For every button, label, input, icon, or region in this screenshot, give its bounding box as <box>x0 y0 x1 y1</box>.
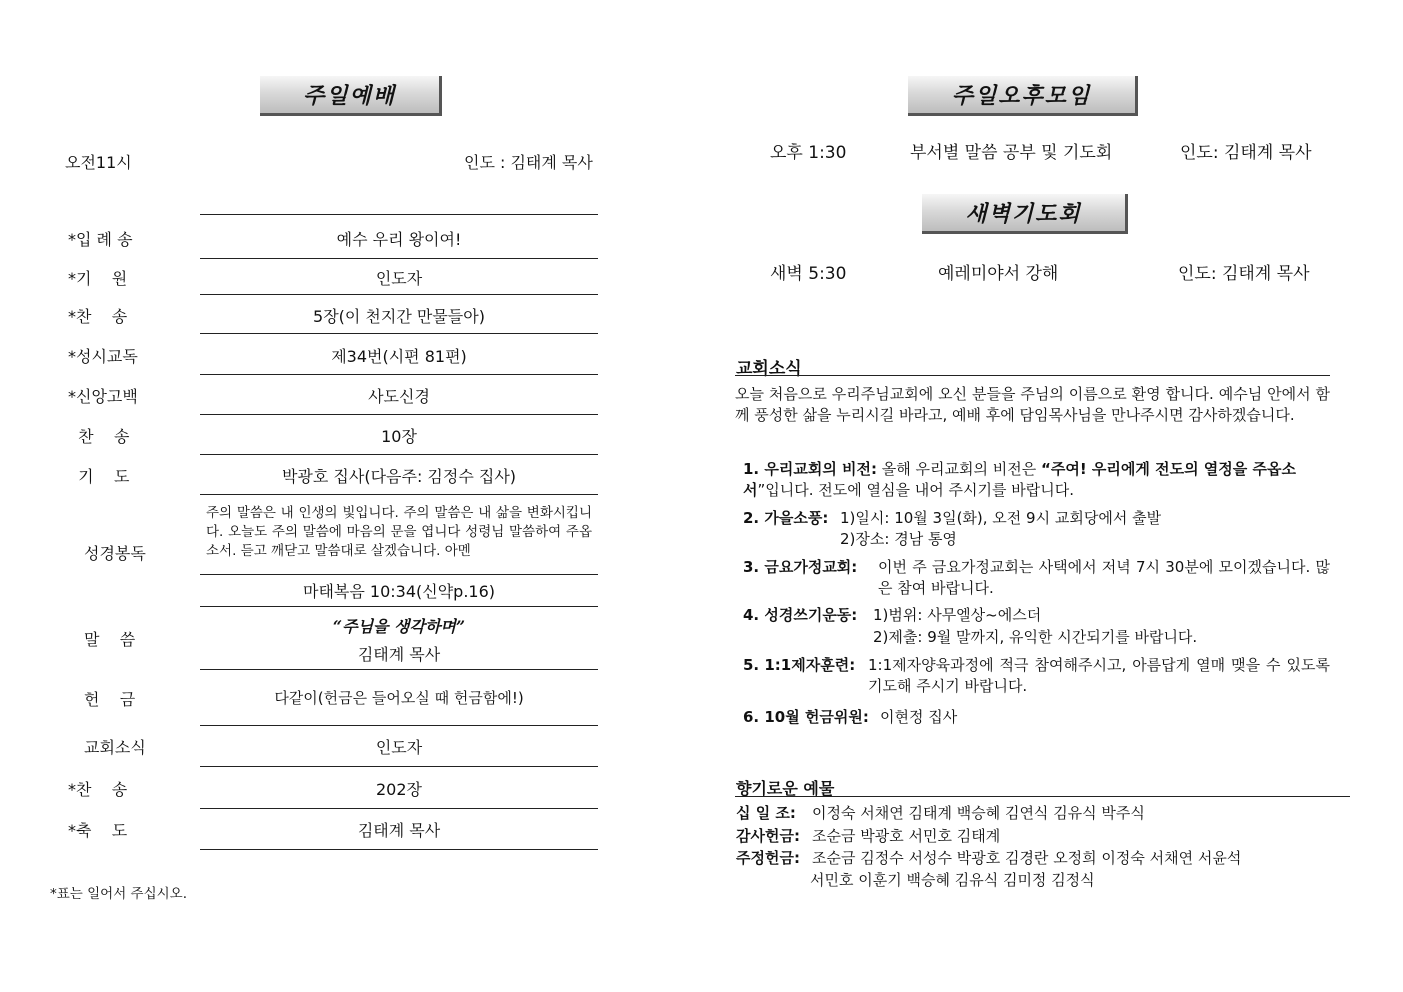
order-value: 사도신경 <box>368 387 430 406</box>
order-value: 10장 <box>381 427 417 446</box>
order-value: 인도자 <box>375 269 423 288</box>
divider <box>200 808 598 809</box>
news-item-line: 2)제출: 9월 말까지, 유익한 시간되기를 바랍니다. <box>873 628 1198 646</box>
news-label: 교회소식 <box>84 738 146 757</box>
weekly-names: 조순금 김정수 서성수 박광호 김경란 오정희 이정숙 서채연 서윤석 <box>812 849 1242 867</box>
news-item-text: 올해 우리교회의 비전은 <box>877 460 1041 478</box>
divider <box>735 796 1350 797</box>
news-item-text: ”입니다. 전도에 열심을 내어 주시기를 바랍니다. <box>757 481 1074 499</box>
news-item-head: 1. 우리교회의 비전: <box>743 460 878 478</box>
divider <box>200 725 598 726</box>
news-value: 인도자 <box>375 738 423 757</box>
sermon-label: 말 씀 <box>84 630 136 649</box>
order-value: 제34번(시편 81편) <box>331 347 467 366</box>
divider <box>200 258 598 259</box>
afternoon-time: 오후 1:30 <box>770 143 847 163</box>
worship-leader: 인도 : 김태계 목사 <box>464 153 593 172</box>
afternoon-title: 주일오후모임 <box>908 76 1138 116</box>
church-news-title: 교회소식 <box>736 359 802 379</box>
news-item-head: 2. 가을소풍: <box>743 509 829 527</box>
sermon-preacher: 김태계 목사 <box>357 645 441 664</box>
order-value: 예수 우리 왕이여! <box>336 230 462 249</box>
news-item-line: 1)범위: 사무엘상~에스더 <box>873 606 1042 624</box>
gifts-title: 향기로운 예물 <box>736 779 835 798</box>
afternoon-leader: 인도: 김태계 목사 <box>1180 143 1312 163</box>
benediction-label: *축 도 <box>68 821 128 840</box>
divider <box>200 294 598 295</box>
divider <box>200 669 598 670</box>
divider <box>200 766 598 767</box>
afternoon-desc: 부서별 말씀 공부 및 기도회 <box>910 143 1113 163</box>
news-item-head: 3. 금요가정교회: <box>743 558 858 576</box>
news-item <box>743 459 1330 501</box>
divider <box>200 606 598 607</box>
dawn-desc: 예레미야서 강해 <box>938 264 1059 284</box>
news-item-text: 1:1제자양육과정에 적극 참여해주시고, 아름답게 열매 맺을 수 있도록 기도해 주시기 바랍니다. <box>868 656 1330 695</box>
reading-label: 성경봉독 <box>84 544 146 563</box>
divider <box>200 214 598 215</box>
divider <box>200 494 598 495</box>
order-value: 박광호 집사(다음주: 김정수 집사) <box>281 467 517 486</box>
order-label: 기 도 <box>68 467 130 486</box>
news-item-text: 이현정 집사 <box>880 708 958 726</box>
dawn-title: 새벽기도회 <box>922 194 1128 234</box>
news-item-line: 2)장소: 경남 통영 <box>840 530 957 548</box>
order-label: *성시교독 <box>68 347 138 366</box>
dawn-time: 새벽 5:30 <box>770 264 847 284</box>
tithe-names: 이정숙 서채연 김태계 백승혜 김연식 김유식 박주식 <box>812 804 1145 822</box>
hymn-value: 202장 <box>376 780 422 799</box>
order-label: *기 원 <box>68 269 128 288</box>
reading-prayer: 주의 말씀은 내 인생의 빛입니다. 주의 말씀은 내 삶을 변화시킵니다. 오늘도 주의 말씀에 마음의 문을 엽니다 성령님 말씀하여 주옵소서. 듣고 깨닫고 말씀대로 살겠습니다. 아멘 <box>206 505 592 559</box>
divider <box>200 574 598 575</box>
news-item-bold: “주여! 우리에게 전도의 열정을 주옵소서 <box>743 460 1296 499</box>
order-label: 찬 송 <box>68 427 130 446</box>
tithe-label: 십 일 조: <box>736 804 796 822</box>
divider <box>200 414 598 415</box>
sermon-title: “주님을 생각하며” <box>332 617 466 636</box>
offering-label: 헌 금 <box>84 690 136 709</box>
worship-time: 오전11시 <box>65 153 132 172</box>
divider <box>200 374 598 375</box>
worship-title: 주일예배 <box>260 76 442 116</box>
offering-value: 다같이(헌금은 들어오실 때 헌금함에!) <box>274 689 524 707</box>
thanks-label: 감사헌금: <box>736 827 800 845</box>
divider <box>200 333 598 334</box>
news-item-head: 4. 성경쓰기운동: <box>743 606 858 624</box>
order-label: *입 례 송 <box>68 230 133 249</box>
weekly-label: 주정헌금: <box>736 849 800 867</box>
order-value: 5장(이 천지간 만물들아) <box>313 307 485 326</box>
weekly-names: 서민호 이훈기 백승혜 김유식 김미정 김정식 <box>810 871 1095 889</box>
footnote: *표는 일어서 주십시오. <box>50 886 187 902</box>
news-item-text: 이번 주 금요가정교회는 사택에서 저녁 7시 30분에 모이겠습니다. 많은 참여 바랍니다. <box>878 558 1330 597</box>
divider <box>200 454 598 455</box>
divider <box>200 849 598 850</box>
reading-passage: 마태복음 10:34(신약p.16) <box>302 582 496 601</box>
thanks-names: 조순금 박광호 서민호 김태계 <box>812 827 1001 845</box>
benediction-value: 김태계 목사 <box>357 821 441 840</box>
news-item-head: 6. 10월 헌금위원: <box>743 708 869 726</box>
dawn-leader: 인도: 김태계 목사 <box>1178 264 1310 284</box>
order-label: *신앙고백 <box>68 387 138 406</box>
news-intro: 오늘 처음으로 우리주님교회에 오신 분들을 주님의 이름으로 환영 합니다. 예수님 안에서 함께 풍성한 삶을 누리시길 바라고, 예배 후에 담임목사님을 만나주시면 감사하겠습니다. <box>735 385 1330 424</box>
order-label: *찬 송 <box>68 307 128 326</box>
divider <box>735 375 1330 376</box>
hymn-label: *찬 송 <box>68 780 128 799</box>
news-item-head: 5. 1:1제자훈련: <box>743 656 856 674</box>
news-item-line: 1)일시: 10월 3일(화), 오전 9시 교회당에서 출발 <box>840 509 1162 527</box>
